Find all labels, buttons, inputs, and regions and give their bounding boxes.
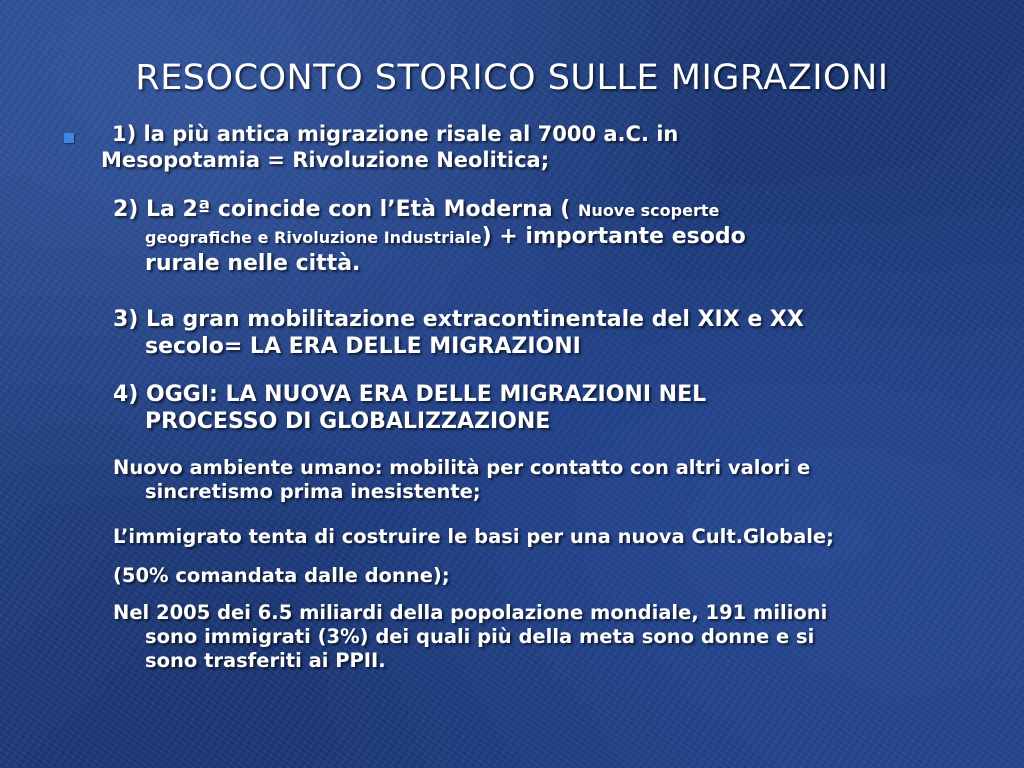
item-4: [113, 382, 933, 436]
item-2-part-3: rurale nelle città.: [145, 250, 361, 276]
item-3-line-1: 3) La gran mobilitazione extracontinentale del XIX e XX: [113, 307, 804, 332]
item-3-line-2: secolo= LA ERA DELLE MIGRAZIONI: [145, 333, 581, 359]
item-1: [101, 122, 861, 173]
item-1-line-1: 1) la più antica migrazione risale al 7000 a.C. in: [112, 122, 679, 146]
item-2-continuation: [113, 224, 913, 278]
item-2-part-1: 2) La 2ª coincide con l’Età Moderna (: [113, 197, 579, 222]
item-3: [113, 307, 933, 361]
item-5-line-2: sincretismo prima inesistente;: [145, 479, 481, 503]
item-8-line-1: Nel 2005 dei 6.5 miliardi della popolazione mondiale, 191 milioni: [113, 601, 828, 624]
item-8: [113, 601, 973, 672]
item-2: [113, 197, 913, 277]
item-7: [113, 564, 973, 588]
item-2-small-1: Nuove scoperte: [578, 201, 720, 220]
item-5-line-1: Nuovo ambiente umano: mobilità per contatto con altri valori e: [113, 456, 811, 479]
item-8-line-3: sono trasferiti ai PPII.: [145, 648, 386, 672]
square-bullet-icon: [64, 133, 74, 143]
item-2-small-2: geografiche e Rivoluzione Industriale: [145, 227, 482, 247]
item-5: [113, 456, 973, 504]
item-6: [113, 525, 973, 549]
item-4-line-1: 4) OGGI: LA NUOVA ERA DELLE MIGRAZIONI NEL: [113, 382, 707, 407]
item-6-line-1: L’immigrato tenta di costruire le basi per una nuova Cult.Globale;: [113, 525, 834, 548]
item-7-line-1: (50% comandata dalle donne);: [113, 564, 450, 587]
item-8-line-2: sono immigrati (3%) dei quali più della meta sono donne e si: [145, 624, 815, 648]
item-1-line-2: Mesopotamia = Rivoluzione Neolitica;: [101, 147, 550, 172]
item-4-line-2: PROCESSO DI GLOBALIZZAZIONE: [145, 408, 551, 434]
slide-title: RESOCONTO STORICO SULLE MIGRAZIONI: [135, 58, 889, 98]
item-2-part-2: ) + importante esodo: [481, 223, 746, 249]
